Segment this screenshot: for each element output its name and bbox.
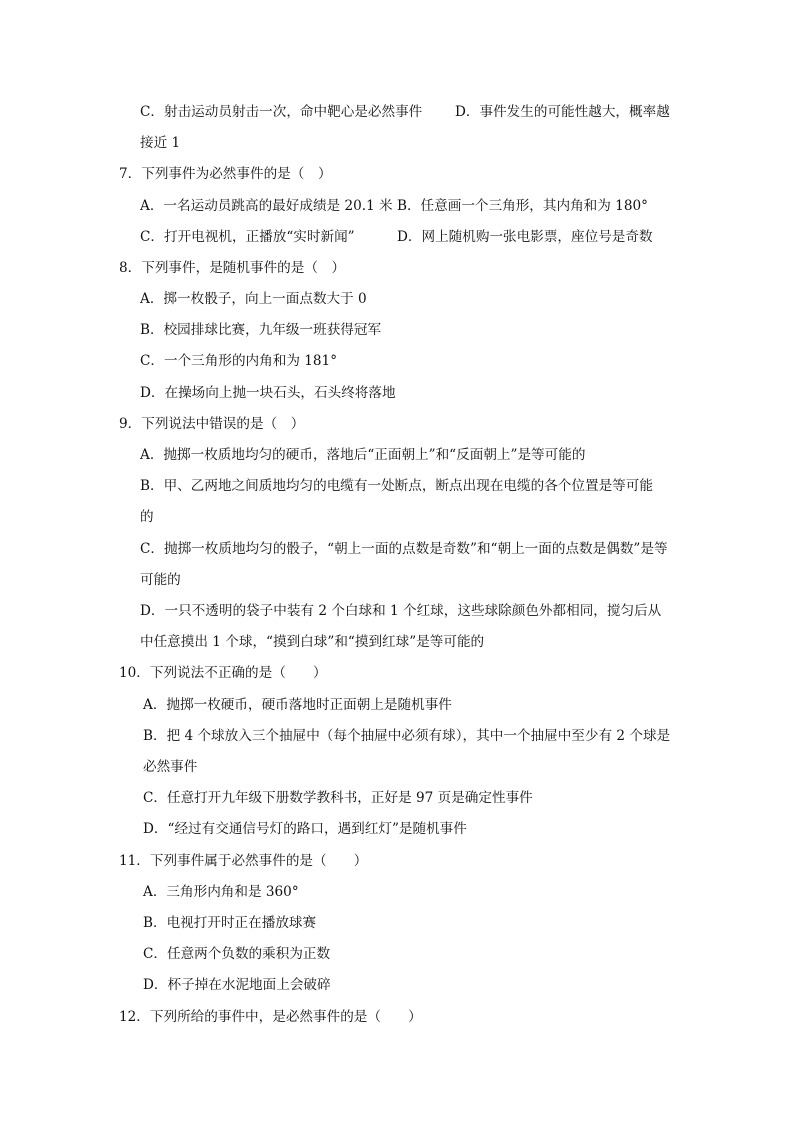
options-ab-q7: A．一名运动员跳高的最好成绩是 20.1 米 B．任意画一个三角形，其内角和为 180° bbox=[140, 198, 648, 214]
question-7: 7．下列事件为必然事件的是（ ） bbox=[119, 166, 332, 182]
option-b-q9: B．甲、乙两地之间质地均匀的电缆有一处断点，断点出现在电缆的各个位置是等可能 bbox=[140, 478, 653, 494]
question-11: 11．下列事件属于必然事件的是（ ） bbox=[119, 853, 368, 869]
option-c-q9: C．抛掷一枚质地均匀的骰子，“朝上一面的点数是奇数”和“朝上一面的点数是偶数”是等 bbox=[140, 541, 668, 557]
option-c-q6 bbox=[140, 102, 422, 122]
option-c-q6-text: C．射击运动员射击一次，命中靶心是必然事件 bbox=[140, 104, 423, 120]
option-d-q9: D．一只不透明的袋子中装有 2 个白球和 1 个红球，这些球除颜色外都相同，搅匀后从 bbox=[140, 603, 662, 619]
option-d-q11: D．杯子掉在水泥地面上会破碎 bbox=[143, 977, 331, 993]
option-a-q10: A．抛掷一枚硬币，硬币落地时正面朝上是随机事件 bbox=[143, 697, 452, 713]
option-c-q11: C．任意两个负数的乘积为正数 bbox=[143, 946, 331, 962]
option-c-q8: C．一个三角形的内角和为 181° bbox=[140, 353, 337, 369]
option-d-q10: D．“经过有交通信号灯的路口，遇到红灯”是随机事件 bbox=[143, 821, 467, 837]
option-d-q6 bbox=[455, 102, 670, 122]
question-9: 9．下列说法中错误的是（ ） bbox=[119, 416, 305, 432]
option-c-q9-continued: 可能的 bbox=[140, 572, 181, 588]
option-d-q7: D．网上随机购一张电影票，座位号是奇数 bbox=[397, 229, 653, 245]
option-d-q6-text: D．事件发生的可能性越大，概率越 bbox=[455, 104, 670, 120]
option-b-q8: B．校园排球比赛，九年级一班获得冠军 bbox=[140, 322, 382, 338]
option-d-q9-continued: 中任意摸出 1 个球，“摸到白球”和“摸到红球”是等可能的 bbox=[140, 634, 485, 650]
option-b-q10-continued: 必然事件 bbox=[143, 759, 198, 775]
option-b-q11: B．电视打开时正在播放球赛 bbox=[143, 915, 317, 931]
option-d-q6-continued: 接近 1 bbox=[140, 135, 181, 151]
option-a-q8: A．掷一枚骰子，向上一面点数大于 0 bbox=[140, 291, 367, 307]
question-8: 8．下列事件，是随机事件的是（ ） bbox=[119, 260, 346, 276]
option-c-q10: C．任意打开九年级下册数学教科书，正好是 97 页是确定性事件 bbox=[143, 790, 533, 806]
option-b-q9-continued: 的 bbox=[140, 509, 154, 525]
option-a-q9: A．抛掷一枚质地均匀的硬币，落地后“正面朝上”和“反面朝上”是等可能的 bbox=[140, 447, 586, 463]
option-c-q7: C．打开电视机，正播放“实时新闻” bbox=[140, 229, 355, 245]
option-a-q11: A．三角形内角和是 360° bbox=[143, 884, 299, 900]
question-12: 12．下列所给的事件中，是必然事件的是（ ） bbox=[119, 1009, 422, 1025]
question-10: 10．下列说法不正确的是（ ） bbox=[119, 665, 327, 681]
option-b-q10: B．把 4 个球放入三个抽屉中（每个抽屉中必须有球），其中一个抽屉中至少有 2 个球是 bbox=[143, 728, 671, 744]
option-d-q8: D．在操场向上抛一块石头，石头终将落地 bbox=[140, 385, 396, 401]
